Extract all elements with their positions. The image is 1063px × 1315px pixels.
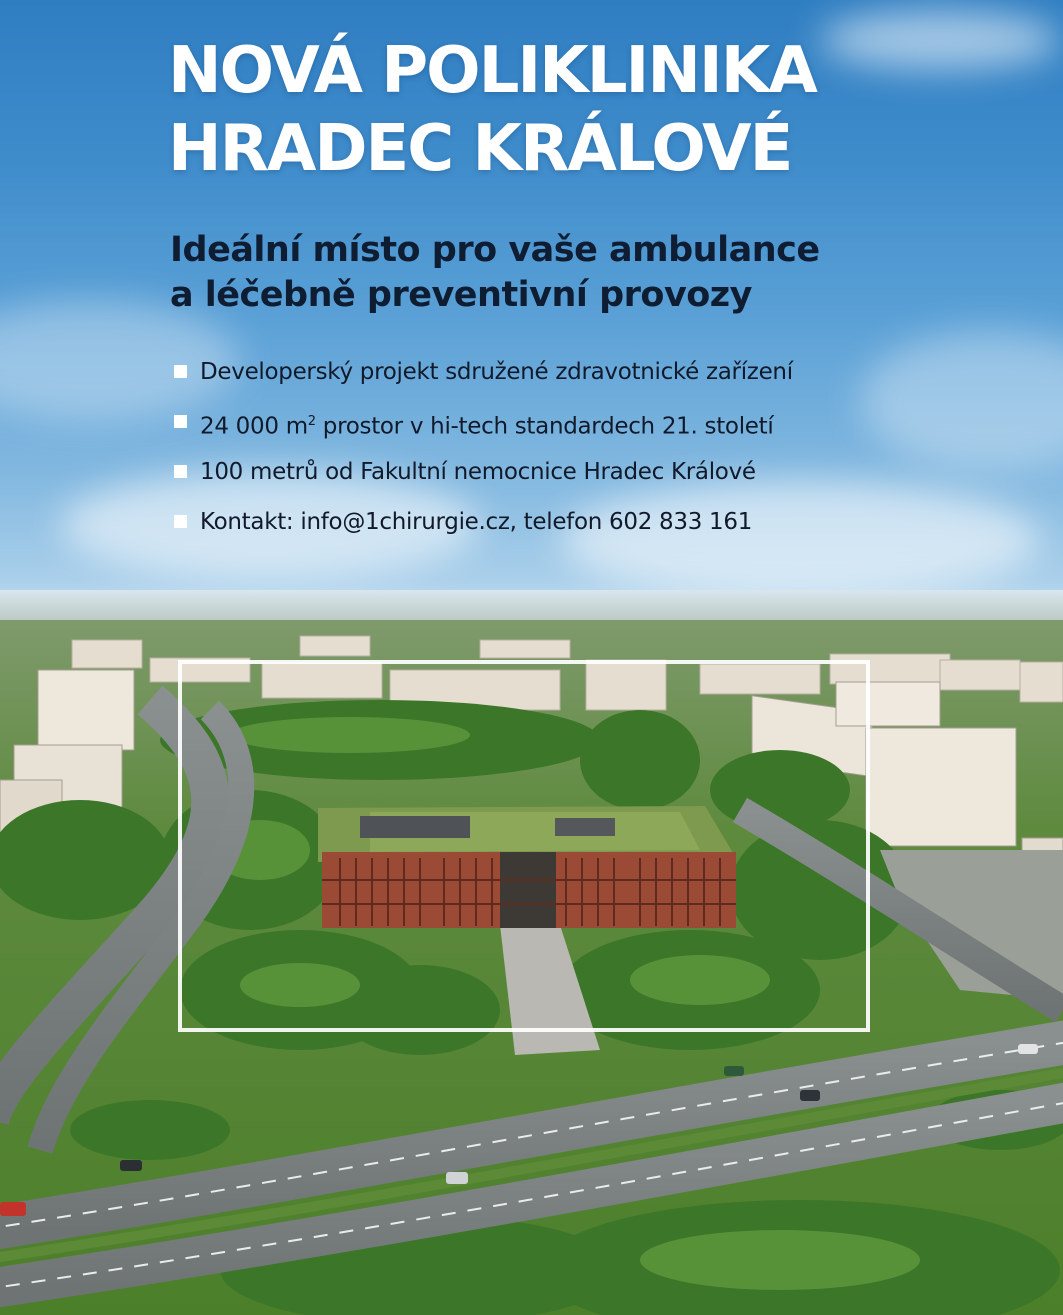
list-item-text: Kontakt: info@1chirurgie.cz, telefon 602 833 161 (200, 509, 753, 535)
square-bullet-icon (174, 415, 187, 428)
headline-line-1: NOVÁ POLIKLINIKA (168, 34, 816, 108)
list-item (174, 352, 793, 402)
square-bullet-icon (174, 365, 187, 378)
square-bullet-icon (174, 515, 187, 528)
subheadline-line-2: a léčebně preventivní provozy (170, 275, 752, 315)
highlight-frame (178, 660, 870, 1032)
list-item (174, 402, 793, 452)
list-item-text-after: prostor v hi-tech standardech 21. století (315, 413, 774, 440)
list-item (174, 452, 793, 502)
list-item-text: 100 metrů od Fakultní nemocnice Hradec Králové (200, 459, 756, 485)
area-unit-superscript: 2 (307, 414, 316, 429)
headline (168, 32, 816, 188)
square-bullet-icon (174, 465, 187, 478)
subheadline-line-1: Ideální místo pro vaše ambulance (170, 230, 820, 270)
subheadline (170, 228, 820, 318)
headline-line-2: HRADEC KRÁLOVÉ (168, 112, 792, 186)
list-item-text: Developerský projekt sdružené zdravotnické zařízení (200, 359, 793, 385)
list-item-text-before: 24 000 m (200, 413, 308, 440)
list-item (174, 502, 793, 552)
feature-list (174, 352, 793, 552)
